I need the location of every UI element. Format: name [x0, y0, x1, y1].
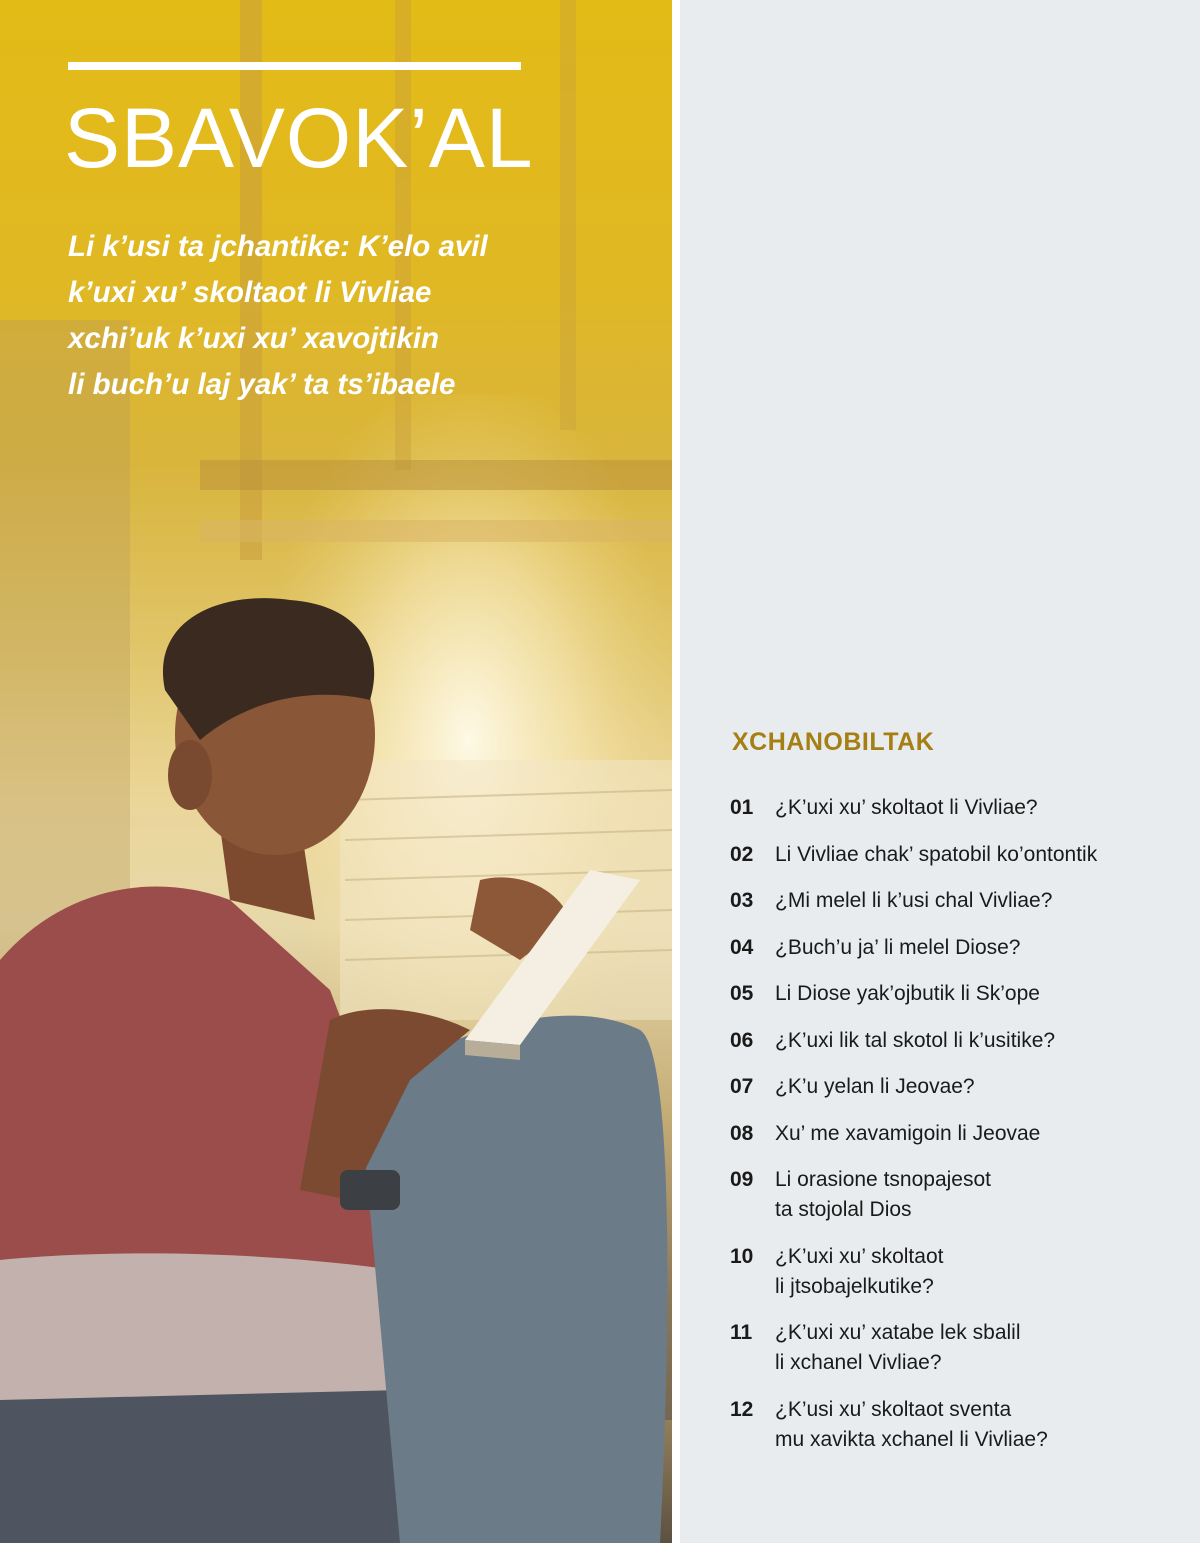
toc-number: 04	[730, 936, 754, 959]
toc-item-09[interactable]	[730, 1165, 1155, 1225]
toc-item-10[interactable]	[730, 1242, 1155, 1302]
toc-title: ¿Mi melel li k’usi chal Vivliae?	[775, 889, 1053, 912]
title-rule	[68, 62, 521, 70]
toc-title: ¿K’uxi xu’ xatabe lek sbalil li xchanel Vivliae?	[775, 1321, 1021, 1374]
toc-item-02[interactable]	[730, 840, 1155, 870]
toc-item-05[interactable]	[730, 979, 1155, 1009]
subtitle-line: k’uxi xu’ skoltaot li Vivliae	[68, 276, 432, 309]
toc-item-08[interactable]	[730, 1119, 1155, 1149]
toc-item-11[interactable]	[730, 1318, 1155, 1378]
toc-heading: XCHANOBILTAK	[732, 728, 935, 756]
toc-number: 01	[730, 796, 754, 819]
toc-title: ¿K’u yelan li Jeovae?	[775, 1075, 975, 1098]
toc-title: ¿Buch’u ja’ li melel Diose?	[775, 936, 1021, 959]
page-subtitle	[68, 224, 548, 408]
toc-number: 11	[730, 1321, 753, 1344]
toc-item-07[interactable]	[730, 1072, 1155, 1102]
toc-title: ¿K’uxi xu’ skoltaot li Vivliae?	[775, 796, 1038, 819]
panel-divider	[672, 0, 680, 1543]
page-title: SBAVOK’AL	[64, 91, 534, 185]
subtitle-line: li buch’u laj yak’ ta ts’ibaele	[68, 368, 456, 401]
toc-number: 12	[730, 1398, 754, 1421]
toc-number: 06	[730, 1029, 754, 1052]
toc-item-06[interactable]	[730, 1026, 1155, 1056]
contents-panel	[680, 0, 1200, 1543]
toc-title: Xu’ me xavamigoin li Jeovae	[775, 1122, 1041, 1145]
toc-item-12[interactable]	[730, 1395, 1155, 1455]
toc-number: 07	[730, 1075, 754, 1098]
toc-item-03[interactable]	[730, 886, 1155, 916]
subtitle-line: Li k’usi ta jchantike: K’elo avil	[68, 230, 488, 263]
toc-title: ¿K’uxi lik tal skotol li k’usitike?	[775, 1029, 1056, 1052]
toc-title: Li Vivliae chak’ spatobil ko’ontontik	[775, 843, 1098, 866]
toc-title: ¿K’usi xu’ skoltaot sventa mu xavikta xchanel li Vivliae?	[775, 1398, 1048, 1451]
toc-title: ¿K’uxi xu’ skoltaot li jtsobajelkutike?	[775, 1245, 944, 1298]
toc-title: Li Diose yak’ojbutik li Sk’ope	[775, 982, 1040, 1005]
toc-item-01[interactable]	[730, 793, 1155, 823]
toc-number: 10	[730, 1245, 754, 1268]
toc-number: 08	[730, 1122, 754, 1145]
toc-number: 09	[730, 1168, 754, 1191]
toc-title: Li orasione tsnopajesot ta stojolal Dios	[775, 1168, 991, 1221]
toc-number: 03	[730, 889, 754, 912]
subtitle-line: xchi’uk k’uxi xu’ xavojtikin	[68, 322, 440, 355]
toc-number: 05	[730, 982, 754, 1005]
toc-item-04[interactable]	[730, 933, 1155, 963]
toc-number: 02	[730, 843, 754, 866]
